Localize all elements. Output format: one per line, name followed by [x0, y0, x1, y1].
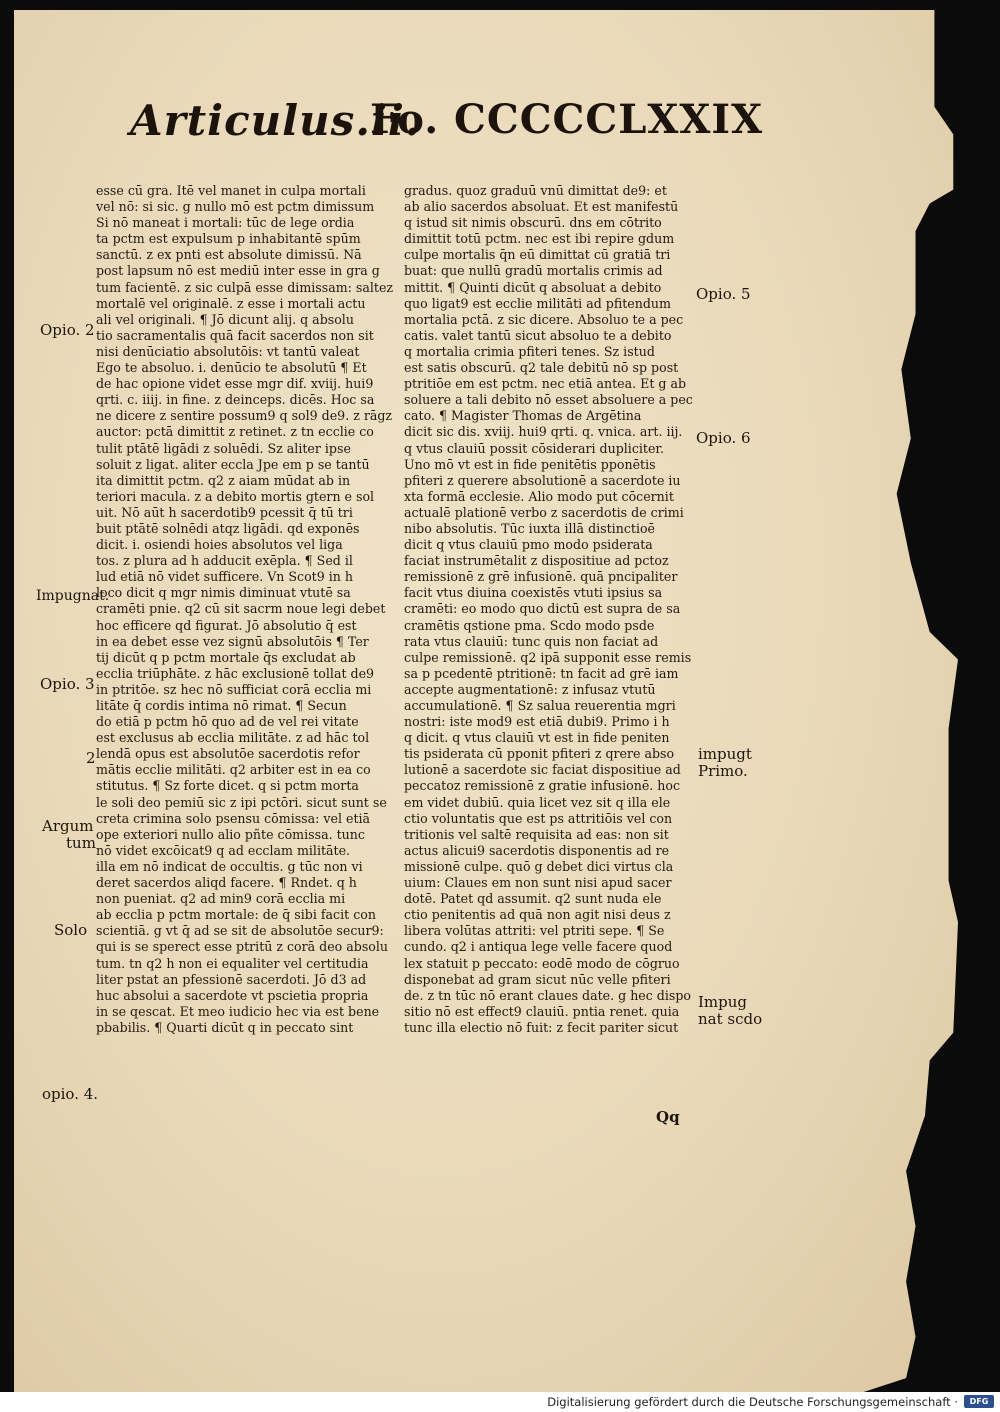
left-column-line: sanctū. z ex pnti est absolute dimissū. Nā — [96, 247, 362, 263]
left-column-line: est exclusus ab ecclia militāte. z ad hāc tol — [96, 730, 370, 746]
left-column-line: mortalē vel originalē. z esse i mortali actu — [96, 295, 366, 311]
right-column-line: sa p pcedentē ptritionē: tn facit ad grē iam — [404, 665, 679, 681]
margin-note-opio-5: Opio. 5 — [696, 285, 751, 303]
margin-note-argumentum — [42, 818, 96, 852]
left-column-line: hoc efficere qd figurat. Jō absolutio q̄ est — [96, 617, 357, 633]
left-column-line: liter pstat an pfessionē sacerdoti. Jō d3 ad — [96, 971, 367, 987]
margin-note-impug-primo-line-1: impugt — [698, 745, 752, 763]
right-column-line: faciat instrumētalit z dispositiue ad pctoz — [404, 553, 669, 569]
margin-note-impug-primo-line-2: Primo. — [698, 762, 748, 780]
left-column-line: mātis ecclie militāti. q2 arbiter est in ea co — [96, 762, 371, 778]
left-column-line: illa em nō indicat de occultis. g tūc non vi — [96, 858, 363, 874]
left-column-line: tos. z plura ad h adducit exēpla. ¶ Sed il — [96, 553, 353, 569]
left-column-line: in se qescat. Et meo iudicio hec via est bene — [96, 1003, 380, 1019]
left-column-line: creta crimina solo psensu cōmissa: vel etiā — [96, 810, 371, 826]
right-column-line: libera volūtas attriti: vel ptriti sepe. ¶ Se — [404, 923, 665, 939]
right-column-line: actualē plationē verbo z sacerdotis de crimi — [404, 504, 684, 520]
margin-note-impug-scdo — [698, 994, 762, 1028]
margin-note-number-2: 2 — [86, 749, 96, 767]
footer-bar — [0, 1392, 1000, 1412]
margin-note-solo: Solo — [54, 921, 88, 939]
left-column-line: le soli deo pemiū sic z ipi pctōri. sicut sunt se — [96, 794, 387, 810]
left-column-line: Ego te absoluo. i. denūcio te absolutū ¶ Et — [96, 360, 367, 376]
right-column-line: disponebat ad gram sicut nūc velle pfiteri — [404, 971, 671, 987]
left-column-line: nisi denūciatio absolutōis: vt tantū valeat — [96, 343, 360, 359]
left-column-line: cramēti pnie. q2 cū sit sacrm noue legi debet — [96, 601, 386, 617]
folio-number: Fo. CCCCCLXXIX — [370, 96, 764, 143]
left-column-line: huc absolui a sacerdote vt pscietia propria — [96, 987, 369, 1003]
left-column-line: soluit z ligat. aliter eccla Jpe em p se tantū — [96, 456, 370, 472]
right-column-line: facit vtus diuina coexistēs vtuti ipsius sa — [404, 585, 663, 601]
right-column-line: tis psiderata cū pponit pfiteri z qrere abso — [404, 746, 675, 762]
margin-note-opio-4: opio. 4. — [42, 1085, 99, 1103]
left-column-line: ita dimittit pctm. q2 z aiam mūdat ab in — [96, 472, 351, 488]
text-column-right — [404, 183, 704, 1036]
right-column-line: q vtus clauiū possit cōsiderari dupliciter. — [404, 440, 665, 456]
left-column-line: auctor: pctā dimittit z retinet. z tn ecclie co — [96, 424, 374, 440]
margin-note-argumentum-line-1: Argum — [42, 817, 94, 835]
right-column-line: Uno mō vt est in fide penitētis pponētis — [404, 456, 656, 472]
left-column-line: nō videt excōicat9 q ad ecclam militāte. — [96, 842, 351, 858]
left-column-line: buit ptātē solnēdi atqz ligādi. qd exponēs — [96, 520, 360, 536]
right-column-line: ctio voluntatis que est ps attritiōis vel con — [404, 810, 673, 826]
right-column-line: xta formā ecclesie. Alio modo put cōcernit — [404, 488, 674, 504]
left-column-line: teriori macula. z a debito mortis gtern e sol — [96, 488, 375, 504]
margin-note-opio-3: Opio. 3 — [40, 675, 95, 693]
right-column-line: dicit q vtus clauiū pmo modo psiderata — [404, 537, 653, 553]
right-column-line: ab alio sacerdos absoluat. Et est manifestū — [404, 199, 679, 215]
margin-note-impug-scdo-line-2: nat scdo — [698, 1010, 763, 1028]
right-column-line: accepte augmentationē: z infusaz vtutū — [404, 681, 656, 697]
right-column-line: missionē culpe. quō g debet dici virtus cla — [404, 858, 674, 874]
left-column-line: litāte q̄ cordis intima nō rimat. ¶ Secun — [96, 698, 347, 713]
left-column-line: dicit. i. osiendi hoies absolutos vel liga — [96, 537, 343, 553]
left-column-line: ne dicere z sentire possum9 q sol9 de9. z rāgz — [96, 408, 393, 424]
right-column-line: nostri: iste mod9 est etiā dubi9. Primo i h — [404, 714, 670, 730]
right-column-line: dotē. Patet qd assumit. q2 sunt nuda ele — [404, 891, 662, 907]
catchword: Qq — [656, 1108, 680, 1126]
left-column-line: ecclia triūphāte. z hāc exclusionē tollat de9 — [96, 665, 375, 681]
right-column-line: gradus. quoz graduū vnū dimittat de9: et — [404, 183, 667, 198]
left-column-line: ope exteriori nullo alio pñte cōmissa. tunc — [96, 826, 365, 842]
left-column-line: uit. Nō aūt h sacerdotib9 pcessit q̄ tū tri — [96, 504, 353, 520]
right-column-line: accumulationē. ¶ Sz salua reuerentia mgri — [404, 698, 676, 713]
right-column-line: mortalia pctā. z sic dicere. Absoluo te a pec — [404, 311, 684, 327]
left-column-line: ali vel originali. ¶ Jō dicunt alij. q absolu — [96, 311, 354, 327]
left-column-line: esse cū gra. Itē vel manet in culpa mortali — [96, 183, 366, 198]
right-column-line: q mortalia crimia pfiteri tenes. Sz istud — [404, 343, 655, 359]
left-column-line: deret sacerdos aliqd facere. ¶ Rndet. q h — [96, 875, 357, 891]
right-column-line: lex statuit p peccato: eodē modo de cōgruo — [404, 955, 680, 971]
left-column-line: lendā opus est absolutōe sacerdotis refor — [96, 746, 360, 762]
margin-note-impug-scdo-line-1: Impug — [698, 993, 748, 1011]
text-column-left — [96, 183, 396, 1036]
right-column-line: remissionē z grē infusionē. quā pncipaliter — [404, 569, 678, 585]
right-column-line: de. z tn tūc nō erant claues date. g hec dispo — [404, 987, 692, 1003]
right-column-line: cundo. q2 i antiqua lege velle facere quod — [404, 939, 673, 955]
right-column-line: quo ligat9 est ecclie militāti ad pfitendum — [404, 295, 671, 311]
left-column-line: scientiā. g vt q̄ ad se sit de absolutōe secur9: — [96, 923, 384, 939]
right-column-line: ctio penitentis ad quā non agit nisi deus z — [404, 907, 671, 923]
margin-note-argumentum-line-2: tum — [66, 834, 96, 852]
left-column-line: tio sacramentalis quā facit sacerdos non sit — [96, 327, 374, 343]
left-column-line: ta pctm est expulsum p inhabitantē spūm — [96, 231, 361, 247]
left-column-line: ab ecclia p pctm mortale: de q̄ sibi facit con — [96, 907, 376, 923]
right-column-line: peccatoz remissionē z gratie infusionē. hoc — [404, 778, 681, 794]
left-column-line: qui is se sperect esse ptritū z corā deo absolu — [96, 939, 389, 955]
right-column-line: pfiteri z querere absolutionē a sacerdote iu — [404, 472, 681, 488]
margin-note-impug-primo — [698, 746, 752, 780]
left-column-line: post lapsum nō est mediū inter esse in gra g — [96, 263, 380, 279]
right-column-line: em videt dubiū. quia licet vez sit q illa ele — [404, 794, 671, 810]
margin-note-opio-2: Opio. 2 — [40, 321, 95, 339]
right-column-line: ptritiōe em est pctm. nec etiā antea. Et g ab — [404, 376, 687, 392]
left-column-line: de hac opione videt esse mgr dif. xviij. hui9 — [96, 376, 374, 392]
left-column-line: in ea debet esse vez signū absolutōis ¶ Ter — [96, 633, 369, 649]
left-column-line: pbabilis. ¶ Quarti dicūt q in peccato sint — [96, 1019, 354, 1035]
left-column-line: do etiā p pctm hō quo ad de vel rei vitate — [96, 714, 359, 730]
left-column-line: tum facientē. z sic culpā esse dimissam: saltez — [96, 279, 394, 295]
right-column-line: dicit sic dis. xviij. hui9 qrti. q. vnica. art. iij. — [404, 424, 683, 440]
right-column-line: cato. ¶ Magister Thomas de Argētina — [404, 408, 642, 424]
right-column-line: cramētis qstione pma. Scdo modo psde — [404, 617, 655, 633]
right-column-line: culpe remissionē. q2 ipā supponit esse remis — [404, 649, 692, 665]
right-column-line: lutionē a sacerdote sic faciat dispositiue ad — [404, 762, 681, 778]
left-column-line: loco dicit q mgr nimis diminuat vtutē sa — [96, 585, 351, 601]
right-column-line: soluere a tali debito nō esset absoluere a pec — [404, 392, 693, 408]
left-column-line: qrti. c. iiij. in fine. z deinceps. dicēs. Hoc sa — [96, 392, 375, 408]
dfg-logo-icon: DFG — [964, 1395, 994, 1408]
right-column-line: tritionis vel saltē requisita ad eas: non sit — [404, 826, 669, 842]
left-column-line: vel nō: si sic. g nullo mō est pctm dimissum — [96, 199, 375, 215]
left-column-line: in ptritōe. sz hec nō sufficiat corā ecclia mi — [96, 681, 372, 697]
right-column-line: buat: que nullū gradū mortalis crimis ad — [404, 263, 663, 279]
footer-credit: Digitalisierung gefördert durch die Deutsche Forschungsgemeinschaft · — [547, 1395, 958, 1409]
margin-note-opio-6: Opio. 6 — [696, 429, 751, 447]
right-column-line: sitio nō est effect9 clauiū. pntia renet. quia — [404, 1003, 680, 1019]
right-column-line: q dicit. q vtus clauiū vt est in fide peniten — [404, 730, 670, 746]
running-head-title: Articulus.ii. — [130, 96, 421, 145]
right-column-line: nibo absolutis. Tūc iuxta illā distinctioē — [404, 520, 656, 536]
right-column-line: tunc illa electio nō fuit: z fecit pariter sicut — [404, 1019, 679, 1035]
left-column-line: non pueniat. q2 ad min9 corā ecclia mi — [96, 891, 346, 907]
right-column-line: rata vtus clauiū: tunc quis non faciat ad — [404, 633, 659, 649]
right-column-line: mittit. ¶ Quinti dicūt q absoluat a debito — [404, 279, 662, 295]
left-column-line: tij dicūt q p pctm mortale q̄s excludat ab — [96, 649, 356, 665]
right-column-line: culpe mortalis q̄n eū dimittat cū gratiā tri — [404, 247, 671, 263]
left-column-line: tum. tn q2 h non ei equaliter vel certitudia — [96, 955, 369, 971]
right-column-line: est satis obscurū. q2 tale debitū nō sp post — [404, 360, 679, 376]
right-column-line: cramēti: eo modo quo dictū est supra de sa — [404, 601, 681, 617]
left-column-line: stitutus. ¶ Sz forte dicet. q si pctm morta — [96, 778, 359, 794]
left-column-line: Si nō maneat i mortali: tūc de lege ordia — [96, 215, 355, 231]
left-column-line: lud etiā nō videt sufficere. Vn Scot9 in h — [96, 569, 354, 585]
left-column-line: tulit ptātē ligādi z soluēdi. Sz aliter ipse — [96, 440, 351, 456]
right-column-line: uium: Claues em non sunt nisi apud sacer — [404, 875, 672, 891]
right-column-line: dimittit totū pctm. nec est ibi repire gdum — [404, 231, 675, 247]
right-column-line: catis. valet tantū sicut absoluo te a debito — [404, 327, 672, 343]
right-column-line: q istud sit nimis obscurū. dns em cōtrito — [404, 215, 662, 231]
margin-note-impugnat: Impugnat. — [36, 588, 110, 604]
right-column-line: actus alicui9 sacerdotis disponentis ad re — [404, 842, 670, 858]
